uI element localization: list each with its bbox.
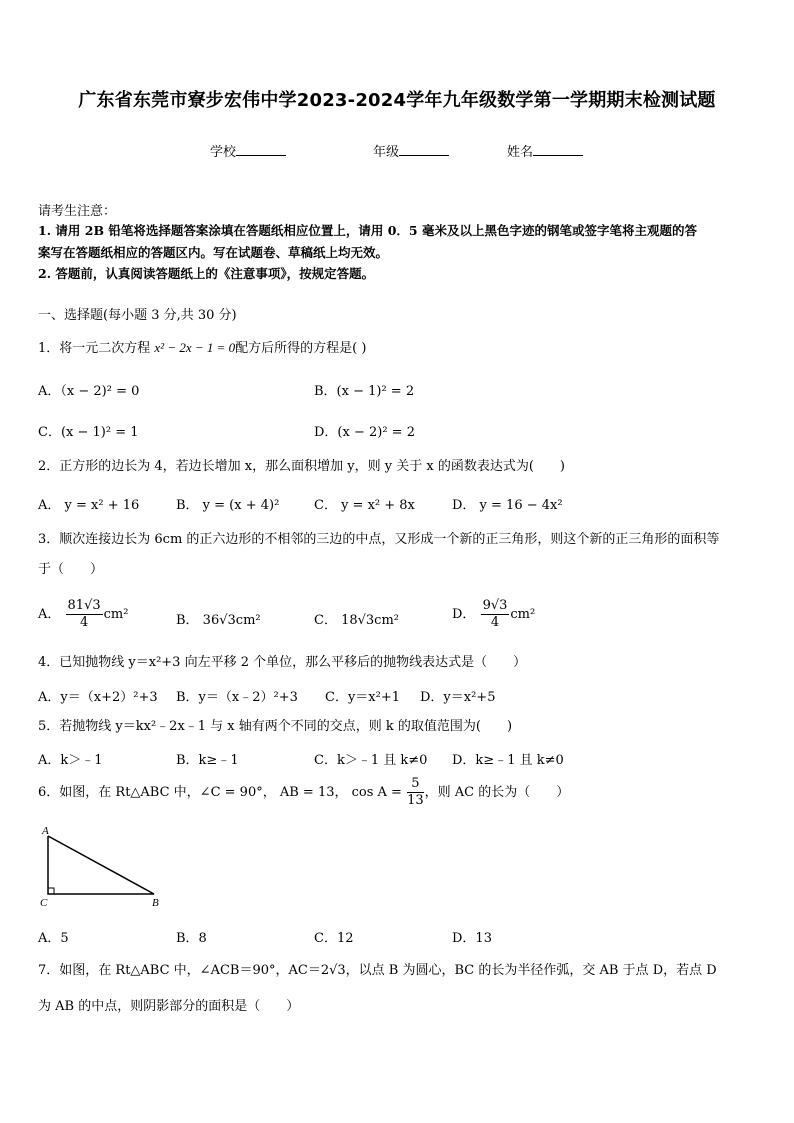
q6-option-b[interactable]: B．8 [176, 931, 207, 946]
q6-frac-den: 13 [407, 793, 424, 808]
q6-pre: 6．如图，在 Rt△ABC 中，∠C = 90°， AB = 13， cos A = [38, 785, 407, 800]
notice-line1: 1. 请用 2B 铅笔将选择题答案涂填在答题纸相应位置上，请用 0．5 毫米及以上黑色字迹的钢笔或签字笔将主观题的答 [38, 223, 697, 238]
vertex-a-label: A [42, 825, 49, 837]
q3-a-fraction [66, 598, 103, 631]
right-angle-mark [48, 888, 54, 894]
grade-blank[interactable] [399, 143, 449, 156]
vertex-c-label: C [40, 897, 48, 909]
name-label: 姓名 [507, 145, 534, 160]
vertex-b-label: B [152, 897, 159, 909]
school-label: 学校 [210, 145, 237, 160]
q3-a-label: A． [38, 607, 61, 622]
q3-d-unit: cm² [510, 607, 536, 622]
q6-fraction [407, 776, 424, 809]
q2-option-b[interactable]: B． y = (x + 4)² [176, 498, 280, 513]
q3-a-num: 81√3 [67, 598, 101, 613]
q1-option-c[interactable]: C．(x − 1)² = 1 [38, 425, 139, 440]
page-title: 广东省东莞市寮步宏伟中学2023-2024学年九年级数学第一学期期末检测试题 [78, 90, 716, 111]
q3-option-a[interactable] [38, 598, 128, 631]
q3-d-den: 4 [490, 615, 500, 630]
q6-option-c[interactable]: C．12 [314, 931, 354, 946]
q4-option-c[interactable]: C．y＝x²+1 [325, 690, 400, 705]
q4-option-a[interactable]: A．y＝（x+2）²+3 [38, 690, 158, 705]
grade-label: 年级 [373, 145, 400, 160]
q1-equation: x² − 2x − 1 = 0 [154, 340, 236, 355]
q3-d-num: 9√3 [482, 598, 508, 613]
q1-option-a[interactable]: A．（x − 2)² = 0 [38, 384, 140, 399]
question-7-line2: 为 AB 的中点，则阴影部分的面积是（ ） [38, 999, 300, 1014]
q1-pre: 1．将一元二次方程 [38, 341, 155, 356]
q3-d-label: D． [452, 607, 476, 622]
q3-option-c[interactable]: C． 18√3cm² [314, 613, 399, 628]
q1-option-b[interactable]: B．(x − 1)² = 2 [314, 384, 415, 399]
name-blank[interactable] [533, 143, 583, 156]
q4-option-d[interactable]: D．y＝x²+5 [420, 690, 496, 705]
q2-option-a[interactable]: A． y = x² + 16 [38, 498, 140, 513]
question-3-line1: 3．顺次连接边长为 6cm 的正六边形的不相邻的三边的中点，又形成一个新的正三角形，则这个新的正三角形的面积等 [38, 532, 720, 547]
question-7-line1: 7．如图，在 Rt△ABC 中，∠ACB＝90°，AC＝2√3，以点 B 为圆心，BC 的长为半径作弧，交 AB 于点 D，若点 D [38, 963, 717, 978]
q3-a-den: 4 [79, 615, 89, 630]
q3-a-unit: cm² [103, 607, 129, 622]
notice-line1b: 案写在答题纸相应的答题区内。写在试题卷、草稿纸上均无效。 [38, 245, 389, 260]
school-field [210, 141, 286, 160]
question-3-line2: 于（ ） [38, 562, 104, 577]
section-heading: 一、选择题(每小题 3 分,共 30 分) [38, 308, 237, 323]
q3-option-d[interactable] [452, 598, 535, 631]
q6-post: ，则 AC 的长为（ ） [424, 785, 570, 800]
q1-post: 配方后所得的方程是( ) [235, 341, 367, 356]
q6-triangle-figure [36, 822, 166, 912]
q2-option-c[interactable]: C． y = x² + 8x [314, 498, 415, 513]
question-6 [38, 776, 569, 809]
q4-option-b[interactable]: B．y＝（x﹣2）²+3 [176, 690, 298, 705]
school-blank[interactable] [236, 143, 286, 156]
question-4: 4．已知抛物线 y＝x²+3 向左平移 2 个单位，那么平移后的抛物线表达式是（ ） [38, 655, 527, 670]
question-5: 5．若抛物线 y＝kx²﹣2x﹣1 与 x 轴有两个不同的交点，则 k 的取值范围为( ) [38, 719, 513, 734]
q5-option-c[interactable]: C．k＞﹣1 且 k≠0 [314, 753, 428, 768]
q6-option-a[interactable]: A．5 [38, 931, 69, 946]
q3-d-fraction [481, 598, 510, 631]
q5-option-d[interactable]: D．k≥﹣1 且 k≠0 [452, 753, 564, 768]
name-field [507, 141, 583, 160]
q6-option-d[interactable]: D．13 [452, 931, 492, 946]
notice-heading: 请考生注意： [38, 204, 117, 219]
q2-option-d[interactable]: D． y = 16 − 4x² [452, 498, 563, 513]
notice-line2: 2. 答题前，认真阅读答题纸上的《注意事项》，按规定答题。 [38, 266, 375, 281]
q1-option-d[interactable]: D．(x − 2)² = 2 [314, 425, 415, 440]
q5-option-a[interactable]: A．k＞﹣1 [38, 753, 103, 768]
question-2: 2．正方形的边长为 4，若边长增加 x，那么面积增加 y，则 y 关于 x 的函数表达式为( ) [38, 459, 565, 474]
question-1 [38, 339, 366, 358]
grade-field [373, 141, 449, 160]
q5-option-b[interactable]: B．k≥﹣1 [176, 753, 239, 768]
q6-frac-num: 5 [407, 776, 424, 793]
triangle-lines [48, 836, 154, 894]
q3-option-b[interactable]: B． 36√3cm² [176, 613, 261, 628]
